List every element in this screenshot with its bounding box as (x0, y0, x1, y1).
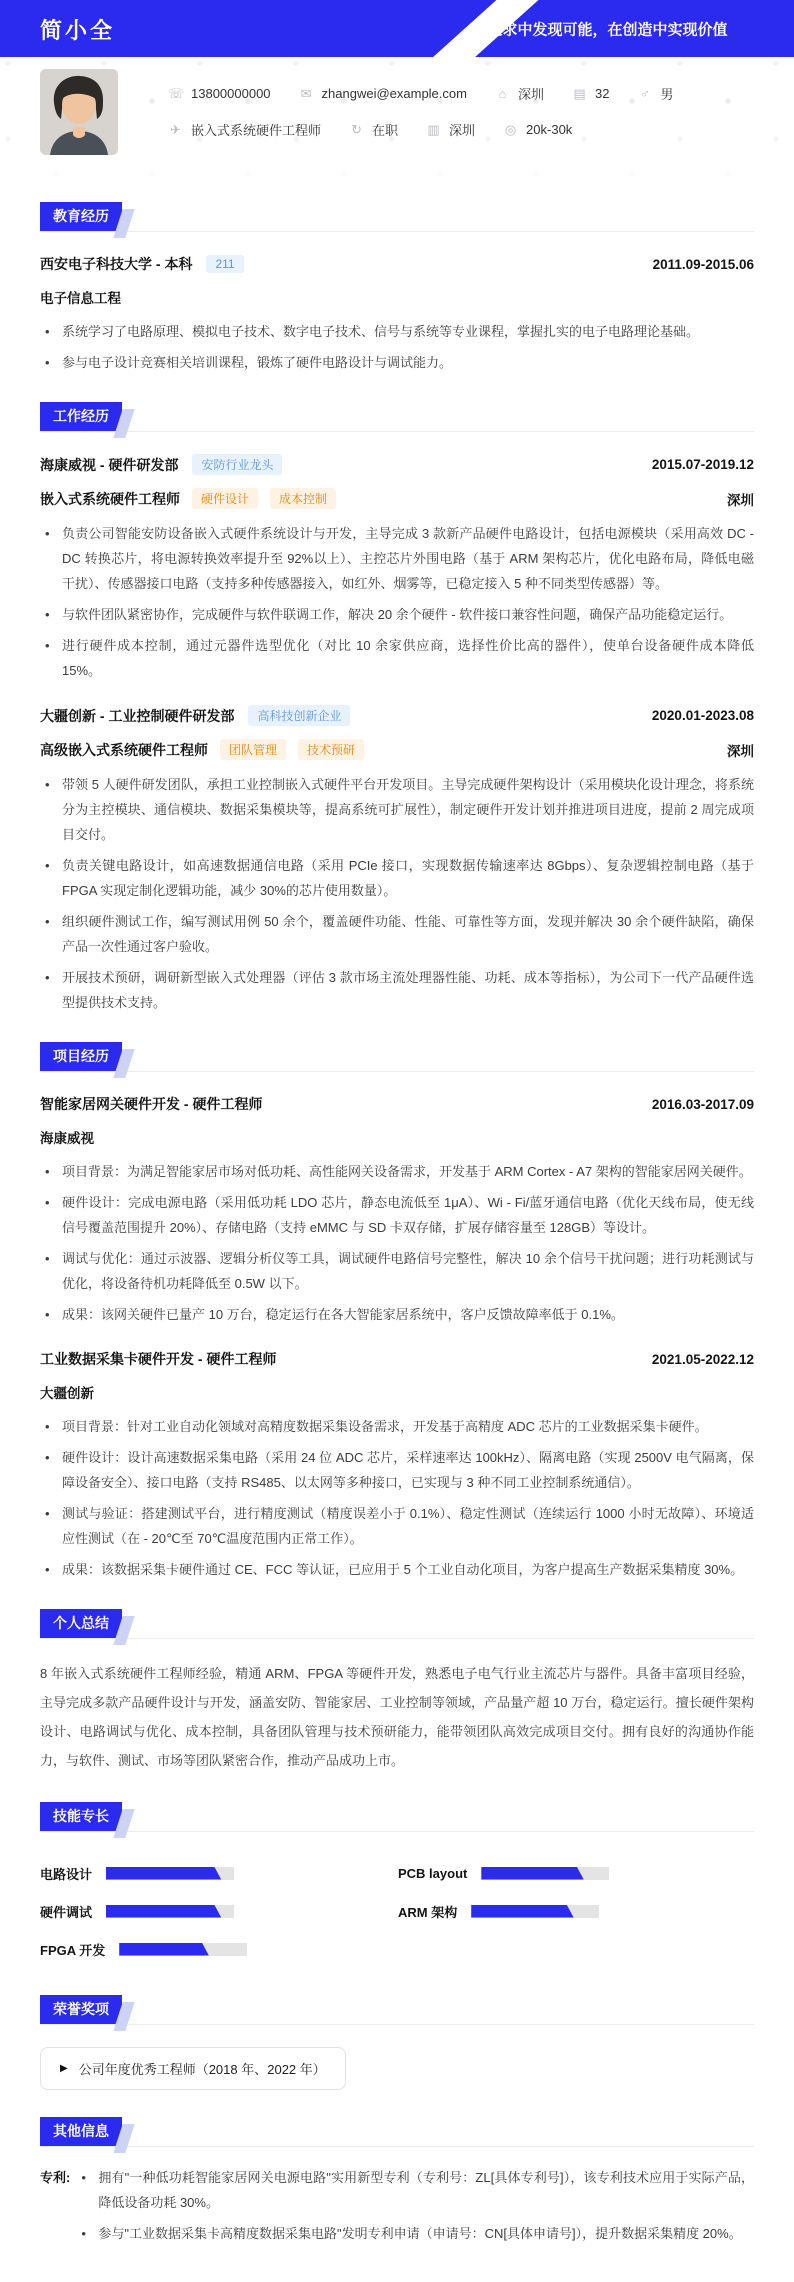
skill-row (40, 1892, 398, 1930)
education-date: 2011.09-2015.06 (652, 256, 754, 272)
skill-fill (106, 1905, 221, 1918)
work-bullet: • 进行硬件成本控制，通过元器件选型优化（对比 10 余家供应商，选择性价比高的器件），使单台设备硬件成本降低 15%。 (40, 633, 754, 683)
section-header (40, 1995, 754, 2025)
section-title-honors: 荣誉奖项 (40, 1995, 122, 2024)
honor-text: 公司年度优秀工程师（2018 年、2022 年） (78, 2062, 326, 2077)
role-title: 高级嵌入式系统硬件工程师 (40, 741, 208, 758)
work-bullets (40, 521, 754, 683)
skill-name: FPGA 开发 (40, 1942, 106, 1958)
work-entry-header (40, 705, 754, 726)
work-bullet: • 带领 5 人硬件研发团队，承担工业控制嵌入式硬件平台开发项目。主导完成硬件架构设计（采用模块化设计理念，将系统分为主控模块、通信模块、数据采集模块等，提高系统可扩展性），制定硬件开发计划并推进项目进度，提前 2 周完成项目交付。 (40, 772, 754, 847)
skill-name: PCB layout (398, 1865, 468, 1881)
school-tag-badge: 211 (206, 255, 243, 273)
skill-row (398, 1892, 754, 1930)
company-tag-badge: 高科技创新企业 (248, 705, 350, 726)
project-entry (40, 1349, 754, 1582)
profile-info-item (503, 122, 572, 137)
profile-info-value: 深圳 (449, 122, 476, 138)
profile-info-row (168, 111, 673, 147)
project-bullets (40, 1159, 754, 1327)
company-tag-badge: 安防行业龙头 (192, 454, 282, 475)
section-honors (40, 1995, 754, 2090)
work-role-row (40, 488, 754, 509)
position-icon: ✈ (170, 121, 181, 137)
age-icon: ▤ (573, 85, 586, 101)
project-bullet: • 调试与优化：通过示波器、逻辑分析仪等工具，调试硬件电路信号完整性，解决 10 余个信号干扰问题；进行功耗测试与优化，将设备待机功耗降低至 0.5W 以下。 (40, 1246, 754, 1296)
project-bullet: • 成果：该数据采集卡硬件通过 CE、FCC 等认证，已应用于 5 个工业自动化项目，为客户提高生产数据采集精度 30%。 (40, 1557, 754, 1582)
education-major: 电子信息工程 (40, 291, 121, 306)
expand-arrow-icon: ▶ (60, 2063, 68, 2074)
skill-name: 硬件调试 (40, 1904, 93, 1920)
work-bullet: • 负责公司智能安防设备嵌入式硬件系统设计与开发，主导完成 3 款新产品硬件电路设计，包括电源模块（采用高效 DC - DC 转换芯片，将电源转换效率提升至 92%以上）、主控芯片外围电路（基于 ARM 架构芯片，优化电路布局，降低电磁干扰）、传感器接口电路（支持多种传感器接入，如红外、烟雾等，已稳定接入 5 种不同类型传感器）等。 (40, 521, 754, 596)
project-bullets (40, 1414, 754, 1582)
work-bullet: • 开展技术预研，调研新型嵌入式处理器（评估 3 款市场主流处理器性能、功耗、成本等指标），为公司下一代产品硬件选型提供技术支持。 (40, 965, 754, 1015)
profile-info-item (349, 120, 398, 139)
skill-fill (119, 1943, 209, 1956)
profile-info-value: 在职 (372, 122, 399, 138)
work-bullet: • 负责关键电路设计，如高速数据通信电路（采用 PCIe 接口，实现数据传输速率达 8Gbps）、复杂逻辑控制电路（基于 FPGA 实现定制化逻辑功能，减少 30%的芯片使用数量）。 (40, 853, 754, 903)
section-title-summary: 个人总结 (40, 1609, 122, 1638)
section-title-skills: 技能专长 (40, 1802, 122, 1831)
section-header (40, 402, 754, 432)
avatar (40, 69, 118, 155)
profile-info-value: 32 (594, 85, 610, 101)
work-location: 深圳 (727, 492, 754, 508)
school-name: 西安电子科技大学 - 本科 (40, 256, 193, 272)
patents-label: 专利: (40, 2170, 71, 2185)
company-name: 大疆创新 - 工业控制硬件研发部 (40, 707, 235, 724)
profile-info-item (168, 120, 321, 139)
project-entry-header (40, 1349, 754, 1369)
section-other (40, 2117, 754, 2252)
section-title-work: 工作经历 (40, 402, 122, 431)
profile-info-value: 男 (660, 86, 674, 102)
project-company: 大疆创新 (40, 1386, 94, 1401)
top-banner (0, 0, 794, 57)
profile-photo (40, 69, 118, 155)
profile-info-value: zhangwei@example.com (321, 85, 467, 101)
skill-progress-track (106, 1905, 234, 1918)
salary-icon: ◎ (504, 121, 517, 137)
section-title-other: 其他信息 (40, 2117, 122, 2146)
education-entry-header (40, 254, 754, 274)
role-tag-badge: 技术预研 (298, 739, 364, 760)
project-bullet: • 项目背景：为满足智能家居市场对低功耗、高性能网关设备需求，开发基于 ARM Cortex - A7 架构的智能家居网关硬件。 (40, 1159, 754, 1184)
profile-info-row (168, 75, 673, 111)
skill-name: ARM 架构 (398, 1904, 458, 1920)
banner-slogan: 在追求中发现可能，在创造中实现价值 (472, 21, 728, 38)
summary-text: 8 年嵌入式系统硬件工程师经验，精通 ARM、FPGA 等硬件开发，熟悉电子电气行业主流芯片与器件。具备丰富项目经验，主导完成多款产品硬件设计与开发，涵盖安防、智能家居、工业控制等领域，产品量产超 10 万台，稳定运行。擅长硬件架构设计、电路调试与优化、成本控制，具备团队管理与技术预研能力，能带领团队高效完成项目交付。拥有良好的沟通协作能力，与软件、测试、市场等团队紧密合作，推动产品成功上市。 (40, 1666, 754, 1768)
section-header (40, 202, 754, 232)
work-entry (40, 705, 754, 1015)
work-entry-header (40, 454, 754, 475)
role-tag-badge: 团队管理 (220, 739, 286, 760)
project-date: 2016.03-2017.09 (651, 1096, 754, 1112)
section-projects (40, 1042, 754, 1582)
profile-info-item (495, 84, 544, 103)
skill-row (398, 1854, 754, 1892)
skill-progress-track (119, 1943, 247, 1956)
resume-content (0, 202, 794, 2282)
work-location: 深圳 (727, 743, 754, 759)
section-title-projects: 项目经历 (40, 1042, 122, 1071)
project-bullet: • 项目背景：针对工业自动化领域对高精度数据采集设备需求，开发基于高精度 ADC 芯片的工业数据采集卡硬件。 (40, 1414, 754, 1439)
education-bullets (40, 319, 754, 375)
role-tag-badge: 硬件设计 (192, 488, 258, 509)
education-bullet: • 参与电子设计竞赛相关培训课程，锻炼了硬件电路设计与调试能力。 (40, 350, 754, 375)
skills-grid (40, 1854, 754, 1968)
skill-fill (106, 1867, 221, 1880)
project-bullet: • 硬件设计：完成电源电路（采用低功耗 LDO 芯片，静态电流低至 1μA）、Wi - Fi/蓝牙通信电路（优化天线布局，使无线信号覆盖范围提升 20%）、存储电路（支持 eMMC 与 SD 卡双存储，扩展存储容量至 128GB）等设计。 (40, 1190, 754, 1240)
city-icon: ▥ (427, 121, 440, 137)
profile-block (0, 57, 794, 175)
brand-logo: 简小全 (40, 18, 116, 43)
section-summary (40, 1609, 754, 1775)
project-name: 智能家居网关硬件开发 - 硬件工程师 (40, 1096, 263, 1112)
profile-info-item (637, 84, 673, 103)
gender-icon: ♂ (640, 85, 650, 101)
profile-info-item (572, 86, 609, 101)
profile-info-item (299, 86, 467, 101)
skill-row (40, 1930, 398, 1968)
project-bullet: • 硬件设计：设计高速数据采集电路（采用 24 位 ADC 芯片，采样速率达 100kHz）、隔离电路（实现 2500V 电气隔离，保障设备安全）、接口电路（支持 RS485、以太网等多种接口，已实现与 3 种不同工业控制系统通信）。 (40, 1445, 754, 1495)
patent-bullet: • 拥有"一种低功耗智能家居网关电源电路"实用新型专利（专利号：ZL[具体专利号]），该专利技术应用于实际产品，降低设备功耗 30%。 (76, 2165, 754, 2215)
patents-block (40, 2165, 754, 2252)
work-bullets (40, 772, 754, 1015)
skill-progress-track (471, 1905, 599, 1918)
section-title-education: 教育经历 (40, 202, 122, 231)
skill-progress-track (106, 1867, 234, 1880)
section-header (40, 1042, 754, 1072)
section-header (40, 1609, 754, 1639)
home-icon: ⌂ (498, 85, 507, 101)
project-company: 海康威视 (40, 1131, 94, 1146)
patent-bullet: • 参与"工业数据采集卡高精度数据采集电路"发明专利申请（申请号：CN[具体申请号]），提升数据采集精度 20%。 (76, 2221, 754, 2246)
section-header (40, 1802, 754, 1832)
project-date: 2021.05-2022.12 (651, 1351, 754, 1367)
status-icon: ↻ (351, 121, 362, 137)
role-tag-badge: 成本控制 (270, 488, 336, 509)
profile-info-value: 20k-30k (526, 121, 573, 137)
skill-fill (471, 1905, 573, 1918)
project-bullet: • 测试与验证：搭建测试平台，进行精度测试（精度误差小于 0.1%）、稳定性测试（连续运行 1000 小时无故障）、环境适应性测试（在 - 20℃至 70℃温度范围内正常工作）。 (40, 1501, 754, 1551)
project-bullet: • 成果：该网关硬件已量产 10 万台，稳定运行在各大智能家居系统中，客户反馈故障率低于 0.1%。 (40, 1302, 754, 1327)
company-name: 海康威视 - 硬件研发部 (40, 456, 179, 473)
skill-fill (481, 1867, 583, 1880)
work-bullet: • 与软件团队紧密协作，完成硬件与软件联调工作，解决 20 余个硬件 - 软件接口兼容性问题，确保产品功能稳定运行。 (40, 602, 754, 627)
profile-info (168, 69, 673, 155)
section-work (40, 402, 754, 1015)
honor-item[interactable] (40, 2047, 346, 2090)
patent-bullets (76, 2165, 754, 2252)
role-title: 嵌入式系统硬件工程师 (40, 490, 180, 507)
work-role-row (40, 739, 754, 760)
work-entry (40, 454, 754, 683)
skill-name: 电路设计 (40, 1866, 93, 1882)
work-date: 2020.01-2023.08 (651, 708, 754, 723)
profile-info-value: 深圳 (517, 86, 544, 102)
work-date: 2015.07-2019.12 (651, 457, 754, 472)
profile-info-value: 13800000000 (191, 85, 271, 101)
work-bullet: • 组织硬件测试工作，编写测试用例 50 余个，覆盖硬件功能、性能、可靠性等方面，发现并解决 30 余个硬件缺陷，确保产品一次性通过客户验收。 (40, 909, 754, 959)
section-header (40, 2117, 754, 2147)
section-education (40, 202, 754, 375)
skill-row (40, 1854, 398, 1892)
profile-info-value: 嵌入式系统硬件工程师 (191, 122, 322, 138)
profile-info-item (426, 120, 475, 139)
project-name: 工业数据采集卡硬件开发 - 硬件工程师 (40, 1351, 277, 1367)
profile-info-item (168, 86, 271, 101)
project-entry-header (40, 1094, 754, 1114)
education-bullet: • 系统学习了电路原理、模拟电子技术、数字电子技术、信号与系统等专业课程，掌握扎实的电子电路理论基础。 (40, 319, 754, 344)
phone-icon: ☏ (168, 85, 185, 101)
project-entry (40, 1094, 754, 1327)
section-skills (40, 1802, 754, 1968)
skill-progress-track (481, 1867, 609, 1880)
mail-icon: ✉ (300, 85, 312, 101)
